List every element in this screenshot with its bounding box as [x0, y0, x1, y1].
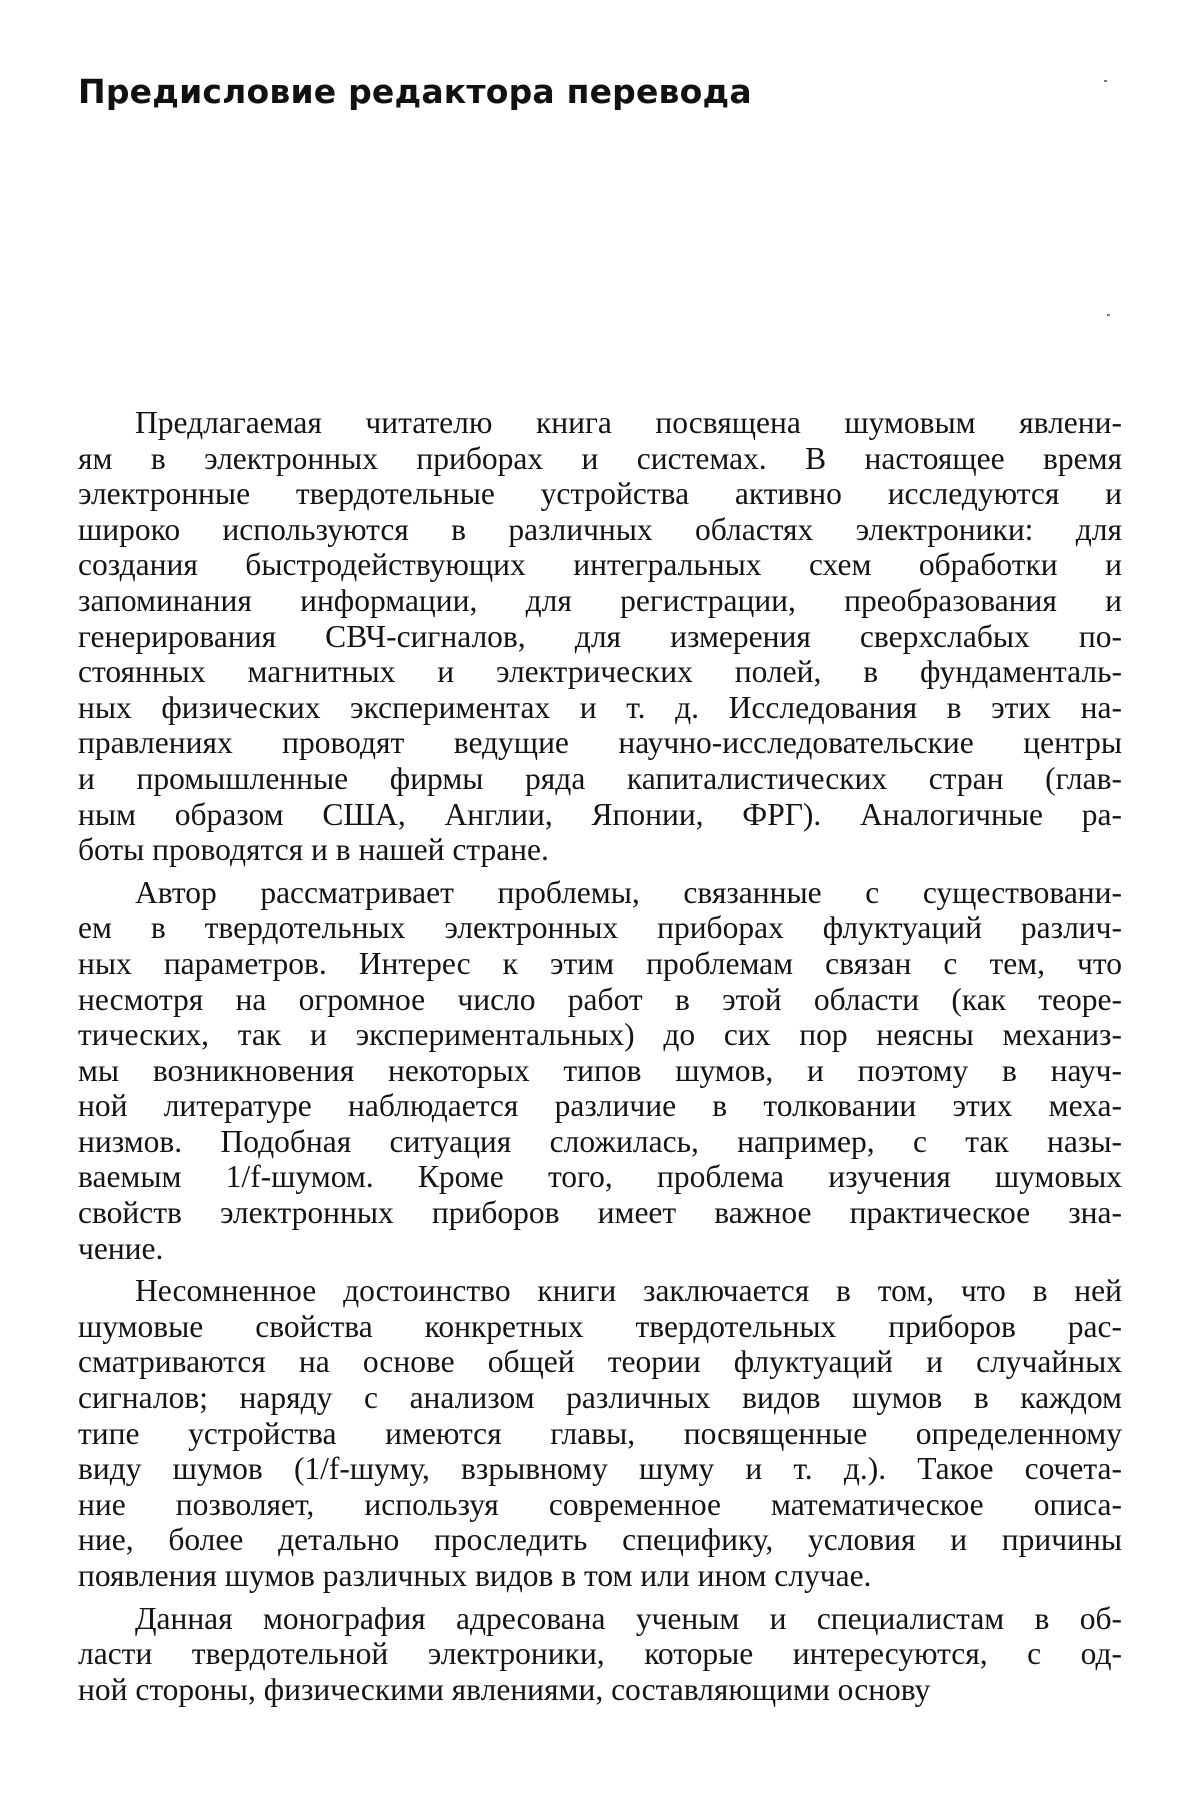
text-line: ной литературе наблюдается различие в толковании этих меха- [78, 1088, 1122, 1124]
print-speck [1107, 314, 1110, 316]
text-line: Предлагаемая читателю книга посвящена шумовым явлени- [135, 405, 1122, 440]
text-line: создания быстродействующих интегральных схем обработки и [78, 547, 1122, 583]
text-line: электронные твердотельные устройства активно исследуются и [78, 476, 1122, 512]
paragraph [78, 1273, 1122, 1593]
text-line: ным образом США, Англии, Японии, ФРГ). Аналогичные ра- [78, 796, 1122, 832]
text-line: типе устройства имеются главы, посвященные определенному [78, 1415, 1122, 1451]
text-line: стоянных магнитных и электрических полей, в фундаменталь- [78, 654, 1122, 690]
text-line: ям в электронных приборах и системах. В настоящее время [78, 440, 1122, 476]
text-line: и промышленные фирмы ряда капиталистических стран (глав- [78, 760, 1122, 796]
text-line: боты проводятся и в нашей стране. [78, 832, 549, 868]
paragraph [78, 405, 1122, 868]
text-line: шумовые свойства конкретных твердотельных приборов рас- [78, 1308, 1122, 1344]
text-line: Несомненное достоинство книги заключается в том, что в ней [135, 1273, 1122, 1309]
text-line: чение. [78, 1230, 164, 1266]
text-line: ваемым 1/f-шумом. Кроме того, проблема изучения шумовых [78, 1159, 1122, 1195]
text-line: правлениях проводят ведущие научно-исследовательские центры [78, 725, 1122, 761]
text-line: ной стороны, физическими явлениями, составляющими основу [78, 1671, 931, 1707]
text-line: несмотря на огромное число работ в этой области (как теоре- [78, 981, 1122, 1017]
text-line: запоминания информации, для регистрации, преобразования и [78, 582, 1122, 618]
text-line: тических, так и экспериментальных) до сих пор неясны механиз- [78, 1017, 1122, 1053]
text-line: широко используются в различных областях электроники: для [78, 511, 1122, 547]
text-line: низмов. Подобная ситуация сложилась, например, с так назы- [78, 1123, 1122, 1159]
text-line: сигналов; наряду с анализом различных видов шумов в каждом [78, 1380, 1122, 1416]
print-speck [1104, 80, 1107, 82]
text-line: ных физических экспериментах и т. д. Исследования в этих на- [78, 689, 1122, 725]
text-line: ние позволяет, используя современное математическое описа- [78, 1486, 1122, 1522]
text-line: мы возникновения некоторых типов шумов, и поэтому в науч- [78, 1052, 1122, 1088]
text-line: свойств электронных приборов имеет важное практическое зна- [78, 1195, 1122, 1231]
text-line: виду шумов (1/f-шуму, взрывному шуму и т. д.). Такое сочета- [78, 1451, 1122, 1487]
paragraph [78, 875, 1122, 1267]
text-line: Автор рассматривает проблемы, связанные с существовани- [135, 874, 1122, 910]
text-line: появления шумов различных видов в том или ином случае. [78, 1558, 872, 1593]
text-line: ных параметров. Интерес к этим проблемам связан с тем, что [78, 945, 1122, 981]
paragraph [78, 1601, 1122, 1708]
text-line: ем в твердотельных электронных приборах флуктуаций различ- [78, 910, 1122, 946]
text-line: Данная монография адресована ученым и специалистам в об- [135, 1600, 1122, 1636]
text-line: сматриваются на основе общей теории флуктуаций и случайных [78, 1344, 1122, 1380]
text-line: ласти твердотельной электроники, которые интересуются, с од- [78, 1636, 1122, 1672]
body-text [78, 405, 1122, 1707]
chapter-heading: Предисловие редактора перевода [78, 72, 752, 111]
text-line: генерирования СВЧ-сигналов, для измерения сверхслабых по- [78, 618, 1122, 654]
text-line: ние, более детально проследить специфику, условия и причины [78, 1522, 1122, 1558]
